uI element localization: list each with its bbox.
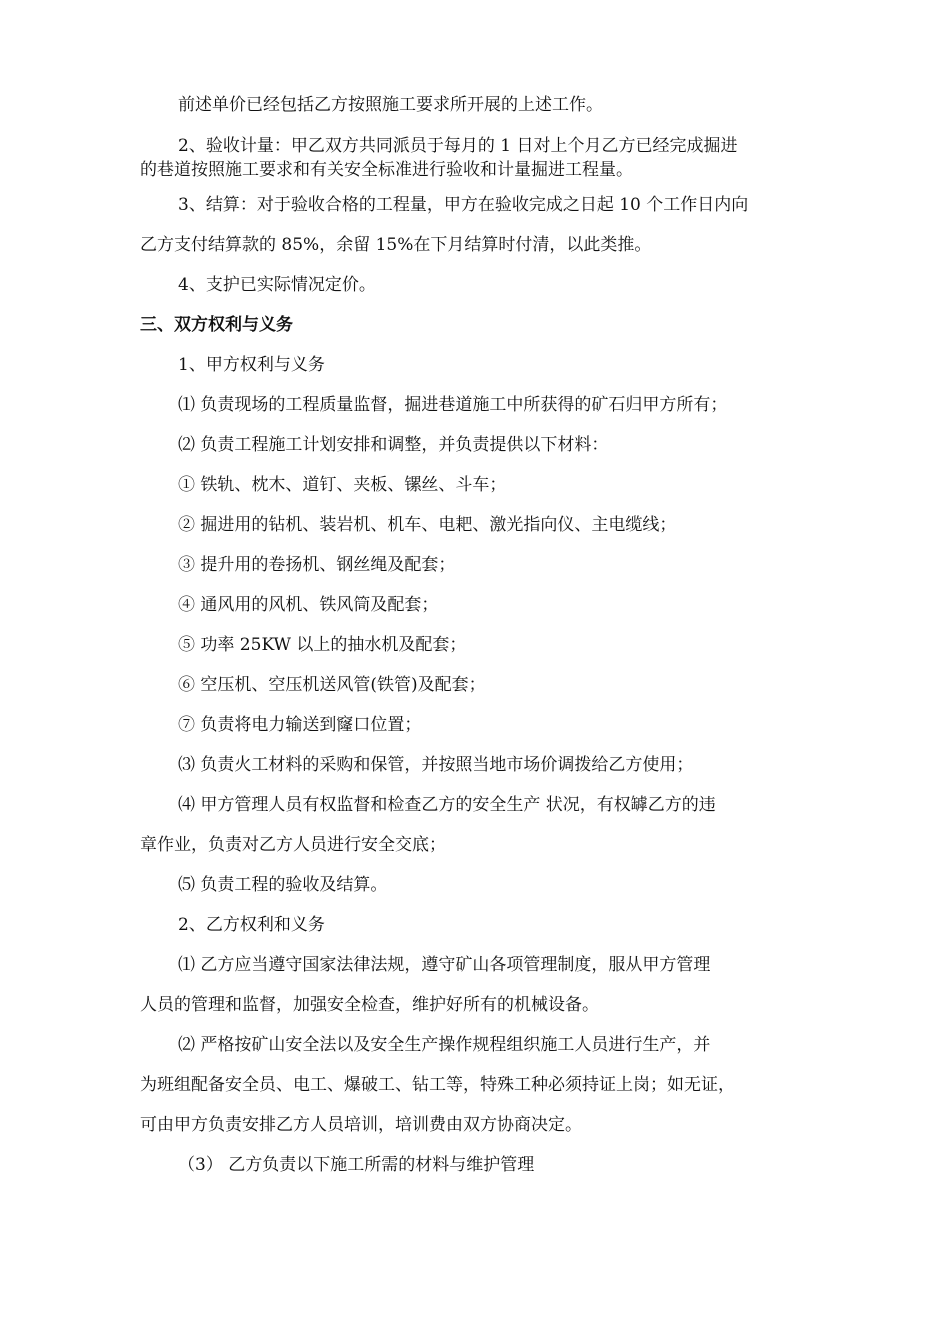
paragraph-text: 4、支护已实际情况定价。: [178, 275, 376, 295]
list-item-continued: 人员的管理和监督，加强安全检查，维护好所有的机械设备。: [140, 995, 599, 1015]
subsection-heading: 2、乙方权利和义务: [178, 915, 325, 935]
list-item-continued: 为班组配备安全员、电工、爆破工、钻工等，特殊工种必须持证上岗；如无证，: [140, 1075, 735, 1095]
list-item: ⑥ 空压机、空压机送风管(铁管)及配套；: [178, 675, 486, 695]
list-item: ④ 通风用的风机、铁风筒及配套；: [178, 595, 439, 615]
list-item-continued: 可由甲方负责安排乙方人员培训，培训费由双方协商决定。: [140, 1115, 582, 1135]
paragraph-text: 的巷道按照施工要求和有关安全标准进行验收和计量掘进工程量。: [140, 160, 633, 180]
list-item: ⑷ 甲方管理人员有权监督和检查乙方的安全生产 状况，有权罅乙方的违: [178, 795, 716, 815]
paragraph-text: 2、验收计量：甲乙双方共同派员于每月的 1 日对上个月乙方已经完成掘进: [178, 136, 738, 156]
list-item: ⑵ 负责工程施工计划安排和调整，并负责提供以下材料：: [178, 435, 609, 455]
list-item: ② 掘进用的钻机、装岩机、机车、电耙、激光指向仪、主电缆线；: [178, 515, 677, 535]
list-item: ③ 提升用的卷扬机、钢丝绳及配套；: [178, 555, 456, 575]
list-item: ⑶ 负责火工材料的采购和保管，并按照当地市场价调拨给乙方使用；: [178, 755, 694, 775]
list-item: ⑸ 负责工程的验收及结算。: [178, 875, 388, 895]
list-item: ⑦ 负责将电力输送到窿口位置；: [178, 715, 422, 735]
list-item: ① 铁轨、枕木、道钉、夹板、镙丝、斗车；: [178, 475, 507, 495]
list-item: ⑴ 负责现场的工程质量监督，掘进巷道施工中所获得的矿石归甲方所有；: [178, 395, 728, 415]
list-item: ⑵ 严格按矿山安全法以及安全生产操作规程组织施工人员进行生产，并: [178, 1035, 711, 1055]
list-item: （3） 乙方负责以下施工所需的材料与维护管理: [178, 1155, 535, 1175]
section-heading: 三、双方权利与义务: [140, 315, 293, 335]
paragraph-text: 前述单价已经包括乙方按照施工要求所开展的上述工作。: [178, 95, 603, 115]
paragraph-text: 乙方支付结算款的 85%，余留 15%在下月结算时付清，以此类推。: [140, 235, 652, 255]
list-item-continued: 章作业，负责对乙方人员进行安全交底；: [140, 835, 446, 855]
subsection-heading: 1、甲方权利与义务: [178, 355, 325, 375]
list-item: ⑤ 功率 25KW 以上的抽水机及配套；: [178, 635, 467, 655]
list-item: ⑴ 乙方应当遵守国家法律法规，遵守矿山各项管理制度，服从甲方管理: [178, 955, 711, 975]
paragraph-text: 3、结算：对于验收合格的工程量，甲方在验收完成之日起 10 个工作日内向: [178, 195, 749, 215]
